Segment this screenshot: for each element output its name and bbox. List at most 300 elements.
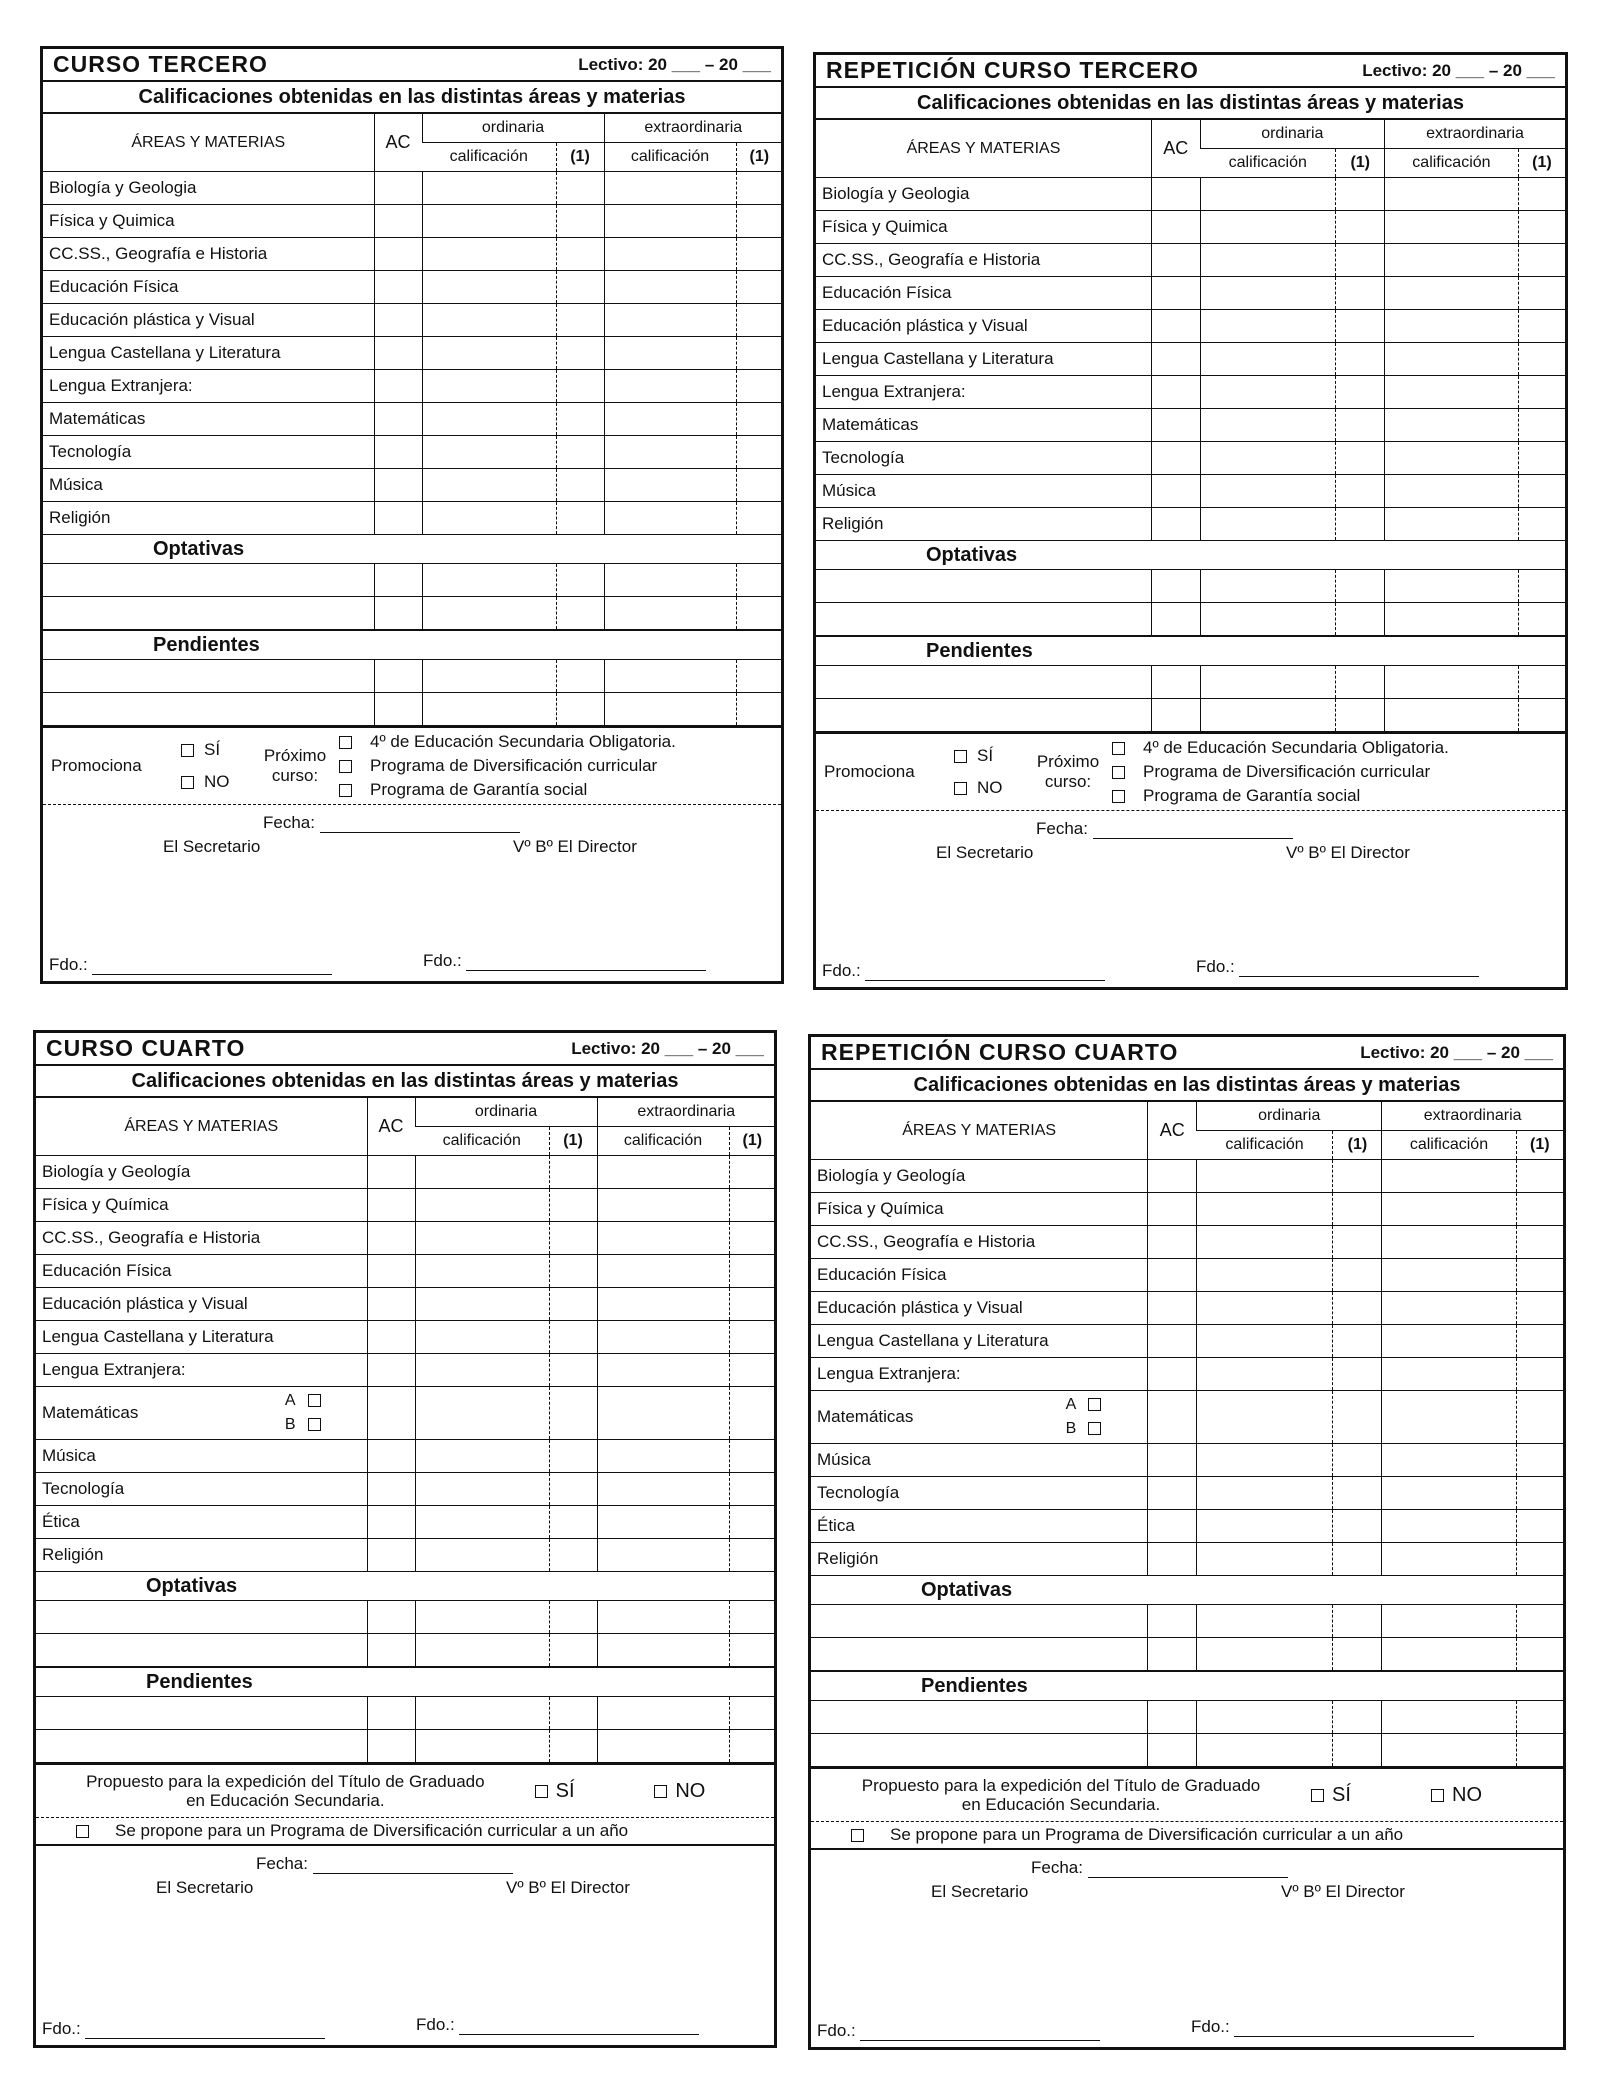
cell-ordinaria-calificacion[interactable] bbox=[1200, 310, 1336, 343]
cell-ordinaria-note[interactable] bbox=[549, 1222, 597, 1255]
cell-ordinaria-note[interactable] bbox=[1336, 508, 1385, 541]
cell-extraordinaria-note[interactable] bbox=[736, 693, 782, 726]
cell-extraordinaria-calificacion[interactable] bbox=[1382, 1638, 1516, 1672]
cell-ac[interactable] bbox=[1148, 1226, 1197, 1259]
lectivo-field[interactable]: Lectivo: 20 ___ – 20 ___ bbox=[571, 1038, 764, 1058]
checkbox-si[interactable] bbox=[1311, 1789, 1324, 1802]
cell-ordinaria-note[interactable] bbox=[1333, 1605, 1382, 1638]
cell-extraordinaria-calificacion[interactable] bbox=[604, 469, 736, 502]
cell-ordinaria-calificacion[interactable] bbox=[415, 1506, 549, 1539]
fdo-secretario[interactable] bbox=[42, 2019, 325, 2039]
cell-ac[interactable] bbox=[374, 370, 422, 403]
cell-ordinaria-note[interactable] bbox=[556, 436, 604, 469]
pendiente-name-cell[interactable] bbox=[816, 666, 1151, 699]
cell-extraordinaria-calificacion[interactable] bbox=[1382, 1325, 1516, 1358]
cell-extraordinaria-note[interactable] bbox=[1516, 1638, 1563, 1672]
cell-ac[interactable] bbox=[1148, 1259, 1197, 1292]
cell-extraordinaria-calificacion[interactable] bbox=[597, 1539, 729, 1572]
cell-extraordinaria-note[interactable] bbox=[736, 172, 782, 205]
cell-extraordinaria-note[interactable] bbox=[729, 1506, 775, 1539]
cell-extraordinaria-calificacion[interactable] bbox=[597, 1697, 729, 1730]
cell-ordinaria-calificacion[interactable] bbox=[1197, 1193, 1333, 1226]
cell-ordinaria-note[interactable] bbox=[1333, 1444, 1382, 1477]
checkbox-eso[interactable] bbox=[339, 736, 352, 749]
pendiente-name-cell[interactable] bbox=[36, 1697, 367, 1730]
pendiente-name-cell[interactable] bbox=[43, 693, 374, 726]
cell-extraordinaria-calificacion[interactable] bbox=[1385, 211, 1519, 244]
cell-ac[interactable] bbox=[367, 1697, 415, 1730]
checkbox-no[interactable] bbox=[1431, 1789, 1444, 1802]
cell-extraordinaria-calificacion[interactable] bbox=[604, 564, 736, 597]
cell-extraordinaria-calificacion[interactable] bbox=[1385, 343, 1519, 376]
cell-extraordinaria-calificacion[interactable] bbox=[1385, 666, 1519, 699]
cell-ordinaria-calificacion[interactable] bbox=[422, 436, 556, 469]
cell-ordinaria-note[interactable] bbox=[556, 564, 604, 597]
cell-ordinaria-calificacion[interactable] bbox=[1200, 475, 1336, 508]
checkbox-a[interactable] bbox=[308, 1394, 321, 1407]
cell-extraordinaria-note[interactable] bbox=[736, 564, 782, 597]
cell-extraordinaria-note[interactable] bbox=[1518, 508, 1565, 541]
cell-ac[interactable] bbox=[367, 1473, 415, 1506]
cell-ordinaria-calificacion[interactable] bbox=[1200, 699, 1336, 732]
cell-extraordinaria-note[interactable] bbox=[1516, 1391, 1563, 1444]
checkbox-no[interactable] bbox=[654, 1785, 667, 1798]
cell-ordinaria-note[interactable] bbox=[1336, 603, 1385, 637]
cell-ordinaria-calificacion[interactable] bbox=[1200, 178, 1336, 211]
cell-extraordinaria-note[interactable] bbox=[1518, 475, 1565, 508]
cell-extraordinaria-calificacion[interactable] bbox=[597, 1601, 729, 1634]
cell-extraordinaria-calificacion[interactable] bbox=[604, 172, 736, 205]
cell-ac[interactable] bbox=[374, 693, 422, 726]
cell-ordinaria-note[interactable] bbox=[1336, 570, 1385, 603]
cell-ordinaria-note[interactable] bbox=[556, 693, 604, 726]
cell-ordinaria-note[interactable] bbox=[549, 1730, 597, 1763]
cell-ordinaria-note[interactable] bbox=[556, 304, 604, 337]
cell-ac[interactable] bbox=[1148, 1510, 1197, 1543]
cell-ordinaria-note[interactable] bbox=[556, 337, 604, 370]
cell-ordinaria-calificacion[interactable] bbox=[1200, 277, 1336, 310]
cell-extraordinaria-note[interactable] bbox=[1516, 1734, 1563, 1767]
cell-ac[interactable] bbox=[1148, 1160, 1197, 1193]
cell-ordinaria-calificacion[interactable] bbox=[1200, 244, 1336, 277]
optativa-name-cell[interactable] bbox=[43, 564, 374, 597]
cell-ordinaria-calificacion[interactable] bbox=[1197, 1358, 1333, 1391]
cell-ac[interactable] bbox=[1148, 1358, 1197, 1391]
cell-extraordinaria-calificacion[interactable] bbox=[604, 597, 736, 631]
cell-ac[interactable] bbox=[1151, 244, 1200, 277]
cell-ordinaria-calificacion[interactable] bbox=[415, 1473, 549, 1506]
cell-extraordinaria-note[interactable] bbox=[736, 304, 782, 337]
fdo-director[interactable] bbox=[416, 2015, 699, 2035]
cell-ac[interactable] bbox=[367, 1288, 415, 1321]
cell-ordinaria-calificacion[interactable] bbox=[1200, 570, 1336, 603]
fecha-line[interactable] bbox=[1093, 824, 1293, 839]
fdo-line[interactable] bbox=[1239, 962, 1479, 977]
cell-extraordinaria-note[interactable] bbox=[736, 238, 782, 271]
cell-ordinaria-note[interactable] bbox=[1336, 211, 1385, 244]
cell-ac[interactable] bbox=[374, 304, 422, 337]
cell-extraordinaria-calificacion[interactable] bbox=[597, 1222, 729, 1255]
cell-extraordinaria-note[interactable] bbox=[1518, 442, 1565, 475]
cell-ordinaria-note[interactable] bbox=[1333, 1259, 1382, 1292]
cell-ordinaria-calificacion[interactable] bbox=[415, 1730, 549, 1763]
cell-ordinaria-note[interactable] bbox=[1336, 310, 1385, 343]
cell-extraordinaria-note[interactable] bbox=[1516, 1605, 1563, 1638]
checkbox-si[interactable] bbox=[535, 1785, 548, 1798]
cell-extraordinaria-note[interactable] bbox=[1516, 1477, 1563, 1510]
cell-ordinaria-note[interactable] bbox=[556, 172, 604, 205]
cell-extraordinaria-calificacion[interactable] bbox=[1382, 1701, 1516, 1734]
cell-ordinaria-note[interactable] bbox=[549, 1634, 597, 1668]
cell-ordinaria-note[interactable] bbox=[549, 1387, 597, 1440]
cell-ordinaria-note[interactable] bbox=[549, 1440, 597, 1473]
cell-ac[interactable] bbox=[1151, 211, 1200, 244]
cell-ordinaria-note[interactable] bbox=[1333, 1160, 1382, 1193]
cell-extraordinaria-note[interactable] bbox=[729, 1697, 775, 1730]
cell-ordinaria-calificacion[interactable] bbox=[422, 238, 556, 271]
cell-ordinaria-note[interactable] bbox=[549, 1156, 597, 1189]
fecha-field[interactable] bbox=[1036, 819, 1293, 839]
fdo-line[interactable] bbox=[466, 956, 706, 971]
cell-extraordinaria-note[interactable] bbox=[729, 1601, 775, 1634]
cell-extraordinaria-note[interactable] bbox=[729, 1440, 775, 1473]
cell-ordinaria-calificacion[interactable] bbox=[415, 1697, 549, 1730]
cell-ordinaria-note[interactable] bbox=[1336, 343, 1385, 376]
fdo-line[interactable] bbox=[459, 2020, 699, 2035]
cell-ordinaria-calificacion[interactable] bbox=[422, 271, 556, 304]
cell-ordinaria-note[interactable] bbox=[1336, 699, 1385, 732]
cell-extraordinaria-note[interactable] bbox=[1516, 1259, 1563, 1292]
cell-ac[interactable] bbox=[367, 1321, 415, 1354]
cell-ordinaria-note[interactable] bbox=[549, 1354, 597, 1387]
cell-extraordinaria-calificacion[interactable] bbox=[597, 1634, 729, 1668]
lectivo-field[interactable]: Lectivo: 20 ___ – 20 ___ bbox=[1362, 60, 1555, 80]
cell-ordinaria-calificacion[interactable] bbox=[1197, 1325, 1333, 1358]
cell-extraordinaria-note[interactable] bbox=[1516, 1325, 1563, 1358]
cell-extraordinaria-note[interactable] bbox=[736, 502, 782, 535]
cell-extraordinaria-note[interactable] bbox=[1516, 1701, 1563, 1734]
cell-extraordinaria-calificacion[interactable] bbox=[1385, 310, 1519, 343]
pendiente-name-cell[interactable] bbox=[811, 1734, 1148, 1767]
cell-extraordinaria-calificacion[interactable] bbox=[1382, 1193, 1516, 1226]
cell-extraordinaria-calificacion[interactable] bbox=[604, 238, 736, 271]
cell-ordinaria-calificacion[interactable] bbox=[422, 564, 556, 597]
cell-extraordinaria-calificacion[interactable] bbox=[604, 436, 736, 469]
pendiente-name-cell[interactable] bbox=[816, 699, 1151, 732]
cell-ordinaria-calificacion[interactable] bbox=[1197, 1605, 1333, 1638]
checkbox-a[interactable] bbox=[1088, 1398, 1101, 1411]
cell-ac[interactable] bbox=[374, 238, 422, 271]
cell-ordinaria-note[interactable] bbox=[556, 370, 604, 403]
cell-extraordinaria-note[interactable] bbox=[736, 271, 782, 304]
cell-extraordinaria-note[interactable] bbox=[1516, 1444, 1563, 1477]
cell-extraordinaria-note[interactable] bbox=[1516, 1160, 1563, 1193]
cell-ordinaria-note[interactable] bbox=[549, 1697, 597, 1730]
fdo-director[interactable] bbox=[1196, 957, 1479, 977]
checkbox-no[interactable] bbox=[181, 776, 194, 789]
cell-ac[interactable] bbox=[1151, 508, 1200, 541]
cell-ac[interactable] bbox=[374, 564, 422, 597]
cell-ac[interactable] bbox=[367, 1387, 415, 1440]
cell-ordinaria-calificacion[interactable] bbox=[1197, 1444, 1333, 1477]
cell-ac[interactable] bbox=[1151, 603, 1200, 637]
cell-extraordinaria-calificacion[interactable] bbox=[1385, 178, 1519, 211]
cell-ac[interactable] bbox=[1148, 1734, 1197, 1767]
cell-ac[interactable] bbox=[1148, 1193, 1197, 1226]
cell-extraordinaria-calificacion[interactable] bbox=[1382, 1226, 1516, 1259]
checkbox-garantia-social[interactable] bbox=[1112, 790, 1125, 803]
cell-extraordinaria-calificacion[interactable] bbox=[597, 1440, 729, 1473]
cell-extraordinaria-note[interactable] bbox=[1516, 1510, 1563, 1543]
cell-extraordinaria-note[interactable] bbox=[1518, 244, 1565, 277]
cell-ac[interactable] bbox=[374, 469, 422, 502]
cell-extraordinaria-note[interactable] bbox=[1518, 310, 1565, 343]
checkbox-diversificacion[interactable] bbox=[339, 760, 352, 773]
cell-extraordinaria-note[interactable] bbox=[1518, 570, 1565, 603]
cell-extraordinaria-note[interactable] bbox=[1518, 699, 1565, 732]
cell-extraordinaria-note[interactable] bbox=[1518, 376, 1565, 409]
cell-ordinaria-note[interactable] bbox=[1333, 1734, 1382, 1767]
cell-extraordinaria-calificacion[interactable] bbox=[1382, 1259, 1516, 1292]
cell-extraordinaria-calificacion[interactable] bbox=[1385, 277, 1519, 310]
cell-extraordinaria-note[interactable] bbox=[729, 1539, 775, 1572]
cell-extraordinaria-calificacion[interactable] bbox=[1385, 603, 1519, 637]
cell-ordinaria-note[interactable] bbox=[549, 1288, 597, 1321]
cell-ordinaria-calificacion[interactable] bbox=[1200, 409, 1336, 442]
cell-extraordinaria-calificacion[interactable] bbox=[597, 1288, 729, 1321]
cell-ac[interactable] bbox=[1151, 310, 1200, 343]
cell-ac[interactable] bbox=[1151, 376, 1200, 409]
cell-extraordinaria-calificacion[interactable] bbox=[604, 660, 736, 693]
cell-extraordinaria-note[interactable] bbox=[736, 337, 782, 370]
cell-ac[interactable] bbox=[374, 403, 422, 436]
cell-ac[interactable] bbox=[374, 205, 422, 238]
cell-ordinaria-calificacion[interactable] bbox=[415, 1189, 549, 1222]
cell-ac[interactable] bbox=[374, 597, 422, 631]
optativa-name-cell[interactable] bbox=[811, 1605, 1148, 1638]
cell-extraordinaria-calificacion[interactable] bbox=[1385, 508, 1519, 541]
checkbox-diversificacion[interactable] bbox=[851, 1829, 864, 1842]
cell-extraordinaria-calificacion[interactable] bbox=[597, 1255, 729, 1288]
cell-ordinaria-note[interactable] bbox=[556, 205, 604, 238]
fdo-line[interactable] bbox=[860, 2026, 1100, 2041]
cell-ordinaria-calificacion[interactable] bbox=[422, 502, 556, 535]
cell-ordinaria-calificacion[interactable] bbox=[1200, 508, 1336, 541]
cell-extraordinaria-note[interactable] bbox=[736, 403, 782, 436]
cell-ordinaria-calificacion[interactable] bbox=[415, 1539, 549, 1572]
cell-extraordinaria-calificacion[interactable] bbox=[597, 1321, 729, 1354]
cell-ordinaria-note[interactable] bbox=[549, 1506, 597, 1539]
cell-extraordinaria-note[interactable] bbox=[729, 1730, 775, 1763]
fdo-secretario[interactable] bbox=[49, 955, 332, 975]
cell-extraordinaria-calificacion[interactable] bbox=[1382, 1477, 1516, 1510]
cell-ordinaria-calificacion[interactable] bbox=[422, 370, 556, 403]
cell-ac[interactable] bbox=[1151, 277, 1200, 310]
pendiente-name-cell[interactable] bbox=[811, 1701, 1148, 1734]
cell-ordinaria-note[interactable] bbox=[556, 403, 604, 436]
cell-ordinaria-calificacion[interactable] bbox=[422, 660, 556, 693]
cell-ordinaria-note[interactable] bbox=[556, 660, 604, 693]
cell-ordinaria-note[interactable] bbox=[1333, 1358, 1382, 1391]
cell-ordinaria-note[interactable] bbox=[1336, 376, 1385, 409]
cell-extraordinaria-calificacion[interactable] bbox=[604, 403, 736, 436]
cell-ac[interactable] bbox=[374, 436, 422, 469]
cell-ordinaria-note[interactable] bbox=[549, 1539, 597, 1572]
cell-extraordinaria-calificacion[interactable] bbox=[604, 502, 736, 535]
cell-ordinaria-calificacion[interactable] bbox=[415, 1354, 549, 1387]
cell-ordinaria-note[interactable] bbox=[556, 271, 604, 304]
cell-ordinaria-calificacion[interactable] bbox=[1200, 211, 1336, 244]
cell-ordinaria-calificacion[interactable] bbox=[422, 597, 556, 631]
optativa-name-cell[interactable] bbox=[816, 603, 1151, 637]
optativa-name-cell[interactable] bbox=[36, 1634, 367, 1668]
cell-ordinaria-note[interactable] bbox=[1336, 178, 1385, 211]
cell-ordinaria-calificacion[interactable] bbox=[415, 1634, 549, 1668]
checkbox-eso[interactable] bbox=[1112, 742, 1125, 755]
cell-ordinaria-note[interactable] bbox=[1333, 1292, 1382, 1325]
cell-extraordinaria-note[interactable] bbox=[736, 436, 782, 469]
cell-extraordinaria-note[interactable] bbox=[1518, 277, 1565, 310]
cell-extraordinaria-calificacion[interactable] bbox=[597, 1730, 729, 1763]
cell-ordinaria-note[interactable] bbox=[549, 1255, 597, 1288]
checkbox-b[interactable] bbox=[308, 1418, 321, 1431]
cell-extraordinaria-calificacion[interactable] bbox=[1385, 409, 1519, 442]
cell-extraordinaria-note[interactable] bbox=[736, 660, 782, 693]
cell-ordinaria-note[interactable] bbox=[549, 1321, 597, 1354]
cell-ordinaria-note[interactable] bbox=[1333, 1226, 1382, 1259]
cell-ac[interactable] bbox=[1148, 1325, 1197, 1358]
cell-extraordinaria-calificacion[interactable] bbox=[597, 1189, 729, 1222]
cell-ordinaria-calificacion[interactable] bbox=[1197, 1391, 1333, 1444]
cell-extraordinaria-calificacion[interactable] bbox=[1382, 1734, 1516, 1767]
cell-ac[interactable] bbox=[374, 271, 422, 304]
cell-extraordinaria-note[interactable] bbox=[729, 1634, 775, 1668]
cell-ordinaria-note[interactable] bbox=[549, 1473, 597, 1506]
cell-extraordinaria-note[interactable] bbox=[1518, 409, 1565, 442]
cell-ac[interactable] bbox=[367, 1354, 415, 1387]
cell-ordinaria-note[interactable] bbox=[1333, 1193, 1382, 1226]
cell-extraordinaria-note[interactable] bbox=[729, 1473, 775, 1506]
cell-ordinaria-calificacion[interactable] bbox=[1200, 343, 1336, 376]
cell-extraordinaria-note[interactable] bbox=[729, 1255, 775, 1288]
cell-extraordinaria-calificacion[interactable] bbox=[1382, 1444, 1516, 1477]
cell-extraordinaria-calificacion[interactable] bbox=[1385, 475, 1519, 508]
cell-ordinaria-note[interactable] bbox=[556, 597, 604, 631]
cell-extraordinaria-calificacion[interactable] bbox=[604, 693, 736, 726]
checkbox-si[interactable] bbox=[181, 744, 194, 757]
cell-ordinaria-note[interactable] bbox=[549, 1601, 597, 1634]
cell-ordinaria-note[interactable] bbox=[1336, 442, 1385, 475]
fdo-director[interactable] bbox=[1191, 2017, 1474, 2037]
cell-ordinaria-note[interactable] bbox=[1333, 1477, 1382, 1510]
cell-ordinaria-note[interactable] bbox=[1336, 409, 1385, 442]
fdo-line[interactable] bbox=[85, 2024, 325, 2039]
fdo-director[interactable] bbox=[423, 951, 706, 971]
cell-ordinaria-note[interactable] bbox=[1336, 666, 1385, 699]
cell-ac[interactable] bbox=[1148, 1701, 1197, 1734]
cell-extraordinaria-note[interactable] bbox=[1518, 211, 1565, 244]
cell-extraordinaria-calificacion[interactable] bbox=[1385, 376, 1519, 409]
cell-extraordinaria-note[interactable] bbox=[1518, 343, 1565, 376]
cell-extraordinaria-note[interactable] bbox=[729, 1222, 775, 1255]
cell-extraordinaria-calificacion[interactable] bbox=[1382, 1510, 1516, 1543]
cell-ordinaria-note[interactable] bbox=[1333, 1543, 1382, 1576]
cell-extraordinaria-calificacion[interactable] bbox=[604, 304, 736, 337]
cell-ordinaria-calificacion[interactable] bbox=[415, 1601, 549, 1634]
cell-ordinaria-calificacion[interactable] bbox=[1197, 1543, 1333, 1576]
cell-ac[interactable] bbox=[367, 1440, 415, 1473]
cell-ac[interactable] bbox=[1148, 1605, 1197, 1638]
cell-ordinaria-calificacion[interactable] bbox=[422, 205, 556, 238]
cell-ordinaria-calificacion[interactable] bbox=[1200, 666, 1336, 699]
cell-ac[interactable] bbox=[1151, 178, 1200, 211]
cell-ordinaria-calificacion[interactable] bbox=[415, 1440, 549, 1473]
lectivo-field[interactable]: Lectivo: 20 ___ – 20 ___ bbox=[1360, 1042, 1553, 1062]
cell-extraordinaria-calificacion[interactable] bbox=[1382, 1543, 1516, 1576]
cell-ac[interactable] bbox=[367, 1156, 415, 1189]
fdo-line[interactable] bbox=[1234, 2022, 1474, 2037]
optativa-name-cell[interactable] bbox=[811, 1638, 1148, 1672]
cell-ordinaria-calificacion[interactable] bbox=[1197, 1510, 1333, 1543]
cell-ordinaria-note[interactable] bbox=[1333, 1638, 1382, 1672]
cell-extraordinaria-calificacion[interactable] bbox=[1385, 570, 1519, 603]
cell-extraordinaria-note[interactable] bbox=[736, 469, 782, 502]
cell-ac[interactable] bbox=[1148, 1477, 1197, 1510]
cell-ac[interactable] bbox=[1151, 475, 1200, 508]
cell-ac[interactable] bbox=[374, 172, 422, 205]
cell-extraordinaria-calificacion[interactable] bbox=[604, 271, 736, 304]
cell-extraordinaria-calificacion[interactable] bbox=[597, 1354, 729, 1387]
cell-ordinaria-note[interactable] bbox=[1336, 277, 1385, 310]
cell-extraordinaria-note[interactable] bbox=[1516, 1292, 1563, 1325]
cell-ac[interactable] bbox=[1151, 442, 1200, 475]
cell-ordinaria-calificacion[interactable] bbox=[1197, 1701, 1333, 1734]
cell-extraordinaria-calificacion[interactable] bbox=[1382, 1358, 1516, 1391]
cell-ac[interactable] bbox=[1151, 409, 1200, 442]
optativa-name-cell[interactable] bbox=[816, 570, 1151, 603]
cell-ordinaria-calificacion[interactable] bbox=[422, 172, 556, 205]
cell-ordinaria-note[interactable] bbox=[1333, 1391, 1382, 1444]
cell-ordinaria-calificacion[interactable] bbox=[422, 693, 556, 726]
cell-ordinaria-note[interactable] bbox=[556, 502, 604, 535]
checkbox-no[interactable] bbox=[954, 782, 967, 795]
cell-ordinaria-calificacion[interactable] bbox=[1197, 1292, 1333, 1325]
cell-ordinaria-calificacion[interactable] bbox=[1197, 1477, 1333, 1510]
cell-ordinaria-calificacion[interactable] bbox=[422, 403, 556, 436]
checkbox-diversificacion[interactable] bbox=[1112, 766, 1125, 779]
cell-ordinaria-calificacion[interactable] bbox=[1197, 1160, 1333, 1193]
cell-extraordinaria-calificacion[interactable] bbox=[597, 1156, 729, 1189]
cell-extraordinaria-note[interactable] bbox=[1518, 666, 1565, 699]
cell-ordinaria-calificacion[interactable] bbox=[415, 1255, 549, 1288]
cell-ac[interactable] bbox=[1151, 666, 1200, 699]
cell-ordinaria-note[interactable] bbox=[1333, 1325, 1382, 1358]
checkbox-si[interactable] bbox=[954, 750, 967, 763]
cell-ordinaria-calificacion[interactable] bbox=[415, 1387, 549, 1440]
cell-ac[interactable] bbox=[1151, 699, 1200, 732]
cell-ac[interactable] bbox=[374, 502, 422, 535]
cell-ordinaria-calificacion[interactable] bbox=[1200, 442, 1336, 475]
cell-ac[interactable] bbox=[367, 1601, 415, 1634]
cell-ordinaria-note[interactable] bbox=[1333, 1510, 1382, 1543]
cell-extraordinaria-note[interactable] bbox=[1516, 1543, 1563, 1576]
cell-extraordinaria-calificacion[interactable] bbox=[1382, 1160, 1516, 1193]
cell-ac[interactable] bbox=[367, 1255, 415, 1288]
cell-ordinaria-calificacion[interactable] bbox=[422, 469, 556, 502]
fecha-field[interactable] bbox=[1031, 1858, 1288, 1878]
cell-extraordinaria-note[interactable] bbox=[1516, 1358, 1563, 1391]
cell-ac[interactable] bbox=[374, 337, 422, 370]
